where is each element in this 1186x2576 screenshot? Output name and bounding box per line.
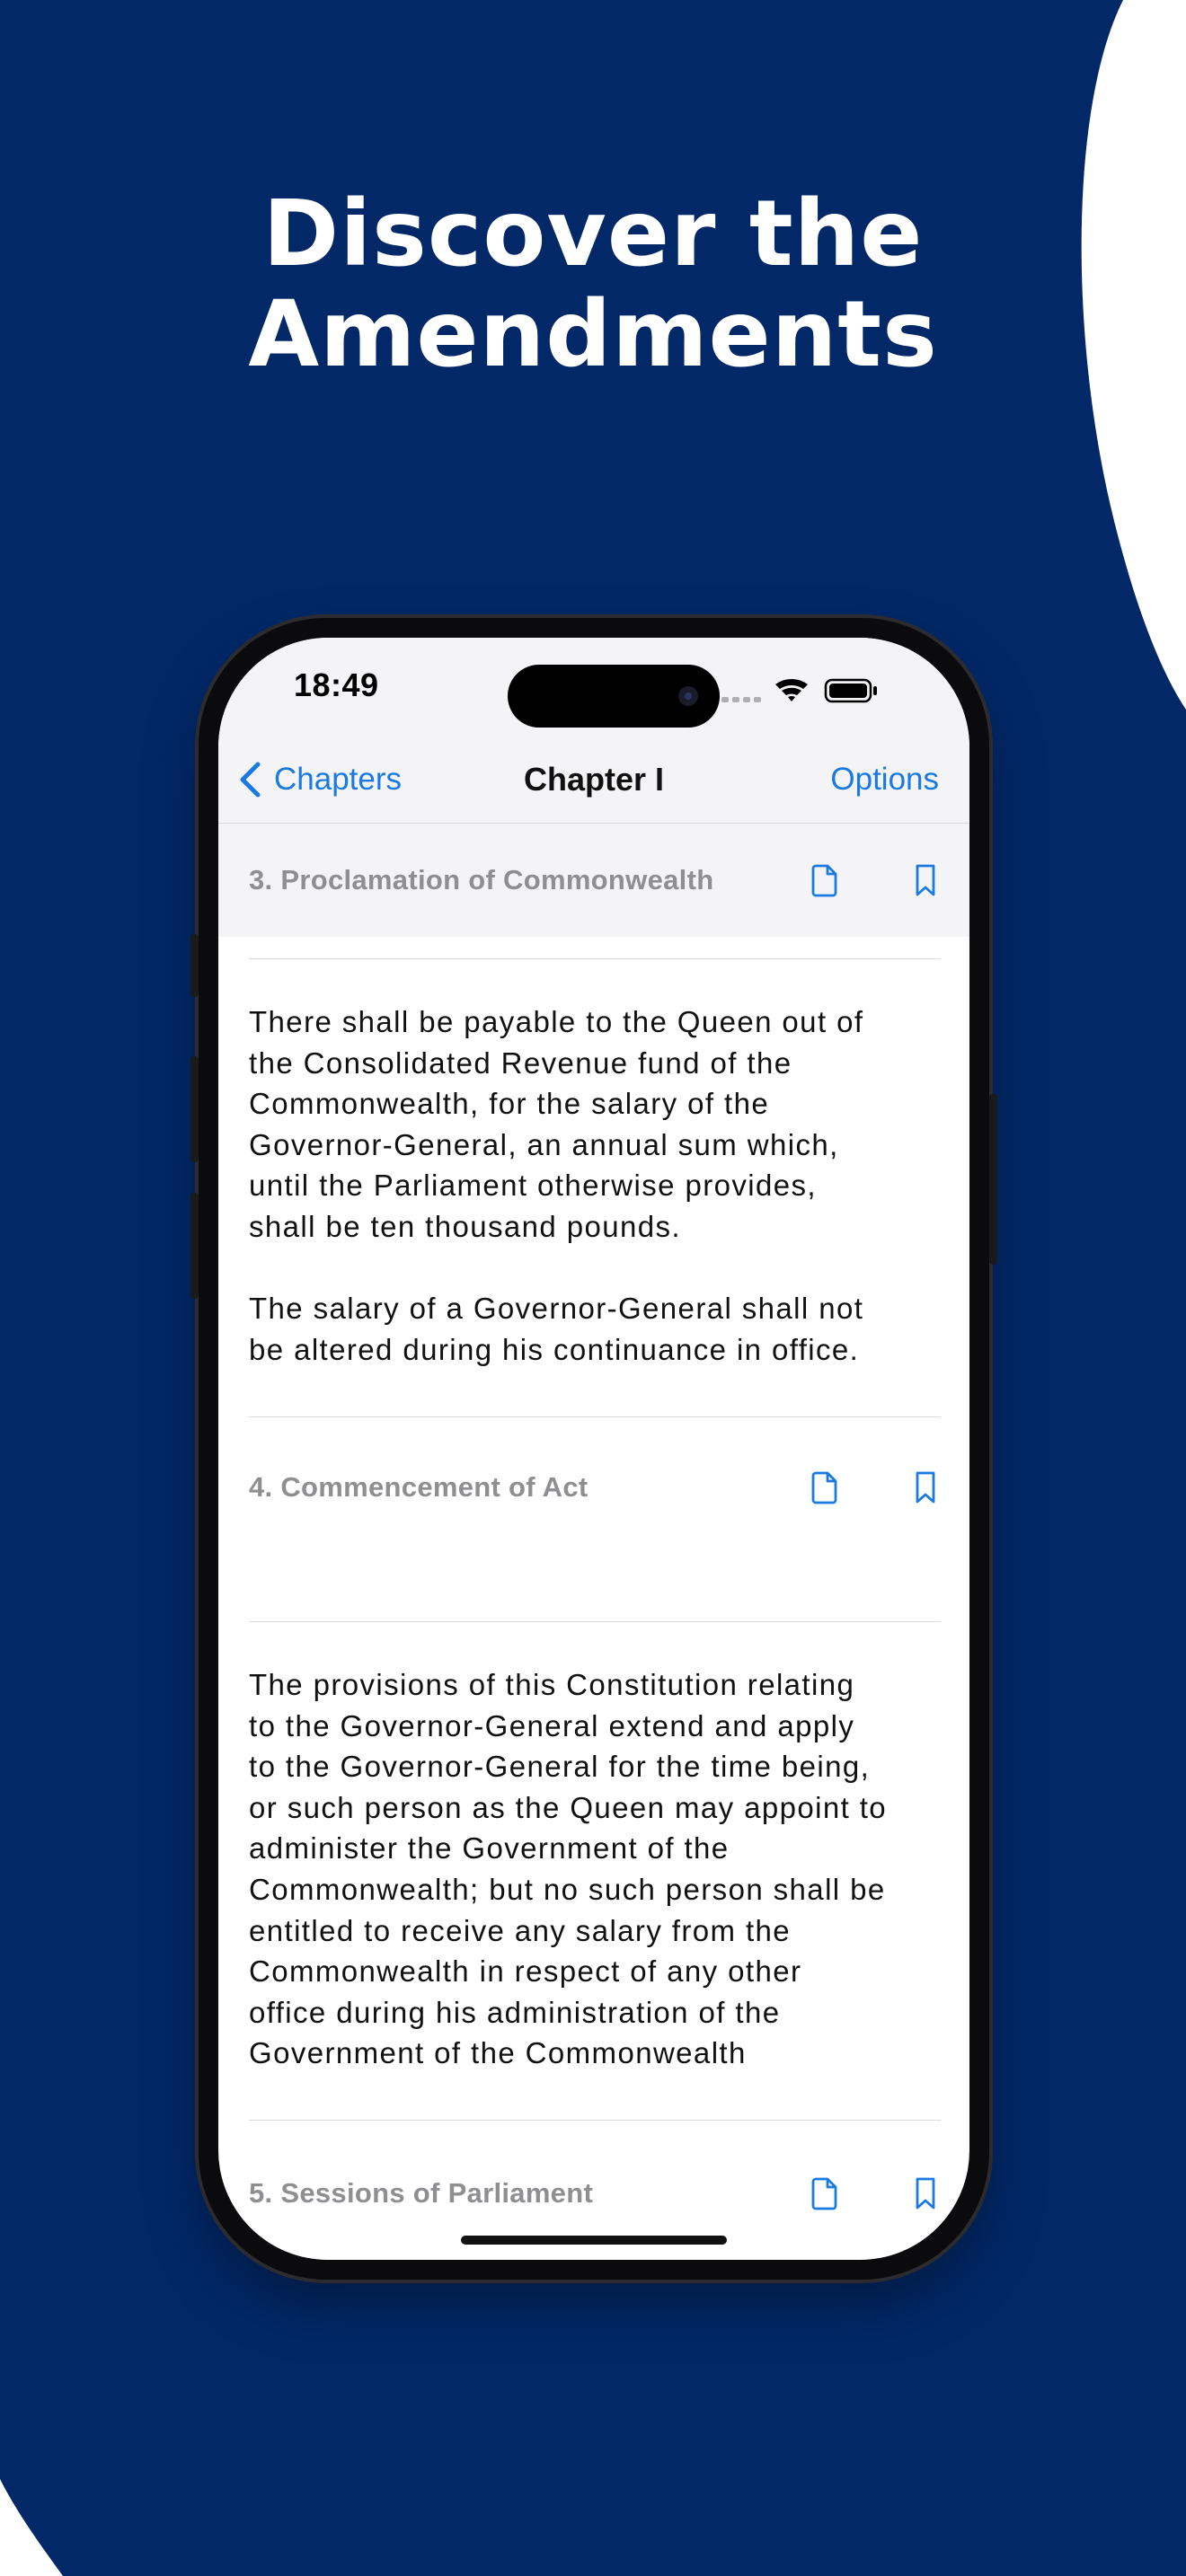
section-body: The provisions of this Constitution relating to the Governor-General extend and apply to the Governor-General for the time being, or such person as the Queen may appoint to administer the Government of the Commonwealth; but no such person shall be entitled to receive any salary from the Commonwealth in respect of any other office during his administration of the Government of the Commonwealth [249, 1668, 888, 2070]
section-title: 5. Sessions of Parliament [249, 2177, 594, 2209]
status-icons [721, 672, 919, 708]
document-button[interactable] [801, 2169, 849, 2218]
back-label: Chapters [274, 762, 403, 797]
phone-frame [199, 618, 989, 2280]
document-button[interactable] [801, 856, 849, 904]
status-bar [218, 638, 969, 737]
document-icon [809, 862, 841, 898]
phone-screen [218, 638, 969, 2260]
divider [249, 1416, 941, 1417]
navigation-bar [218, 737, 969, 824]
options-button[interactable]: Options [830, 762, 939, 797]
divider [249, 1621, 941, 1622]
nav-title: Chapter I [523, 761, 665, 798]
bookmark-button[interactable] [901, 1463, 950, 1512]
bookmark-icon [909, 2175, 942, 2211]
headline-line-1: Discover the [262, 181, 924, 287]
status-time: 18:49 [294, 666, 379, 703]
section-header [218, 1431, 969, 1544]
back-button[interactable] [235, 737, 402, 823]
battery-icon [826, 680, 877, 701]
document-icon [809, 2175, 841, 2211]
bookmark-icon [909, 862, 942, 898]
document-icon [809, 1469, 841, 1505]
volume-up-button [190, 1056, 199, 1162]
dynamic-island [508, 665, 720, 728]
chapter-content [218, 824, 969, 2260]
headline [0, 181, 1186, 388]
divider [249, 2120, 941, 2121]
section-title: 3. Proclamation of Commonwealth [249, 864, 714, 895]
action-button [190, 934, 199, 997]
volume-down-button [190, 1193, 199, 1299]
front-camera [678, 686, 698, 706]
bookmark-button[interactable] [901, 2169, 950, 2218]
section-title: 4. Commencement of Act [249, 1471, 589, 1503]
bookmark-icon [909, 1469, 942, 1505]
headline-line-2: Amendments [248, 281, 938, 388]
divider [249, 958, 941, 959]
document-button[interactable] [801, 1463, 849, 1512]
home-indicator[interactable] [461, 2236, 727, 2245]
power-button [989, 1094, 997, 1265]
section-header [218, 2137, 969, 2250]
bookmark-button[interactable] [901, 856, 950, 904]
section-header [218, 824, 969, 937]
section-body: There shall be payable to the Queen out of the Consolidated Revenue fund of the Commonwealth, for the salary of the Governor-General, an annual sum which, until the Parliament otherwise provides, shall be ten thousand pounds. The salary of a Governor-General shall not be altered during his continuance in office. [249, 1005, 864, 1366]
chevron-left-icon [235, 759, 265, 800]
wifi-icon [775, 679, 808, 701]
signal-icon [721, 697, 761, 702]
